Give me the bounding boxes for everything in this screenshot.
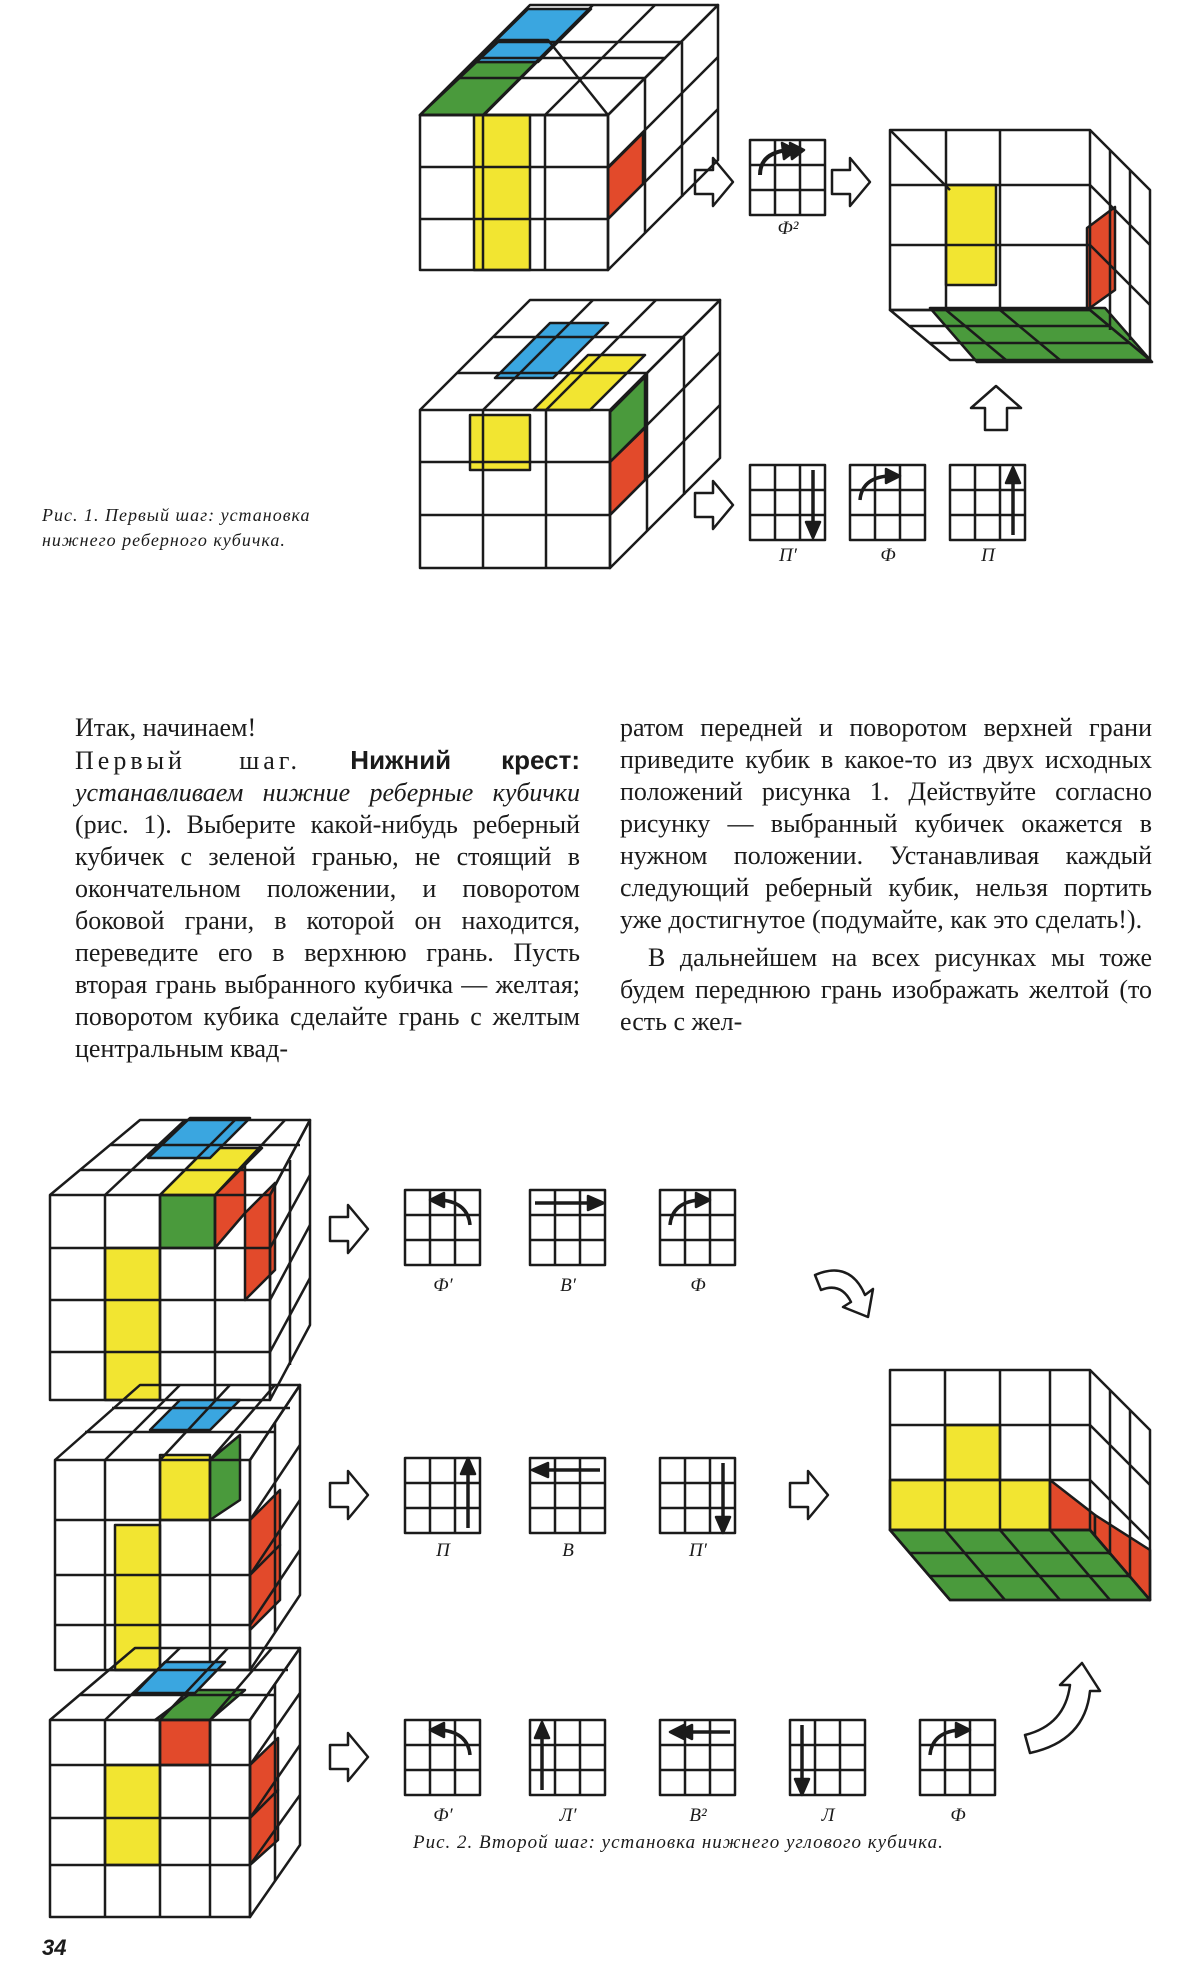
figure-1-caption: Рис. 1. Первый шаг: установка нижнего реберного кубичка. [42,505,311,550]
page-number: 34 [42,1935,67,1960]
paragraph: В дальнейшем на всех рисунках мы тоже будем переднюю грань изображать желтой (то есть с жел- [620,943,1152,1036]
move-diagram [530,1720,605,1795]
section-title: Нижний крест: [350,745,581,775]
move-label: П [436,1540,450,1561]
move-diagram [405,1190,480,1265]
process-arrow-icon [832,158,870,206]
move-label: Ф′ [433,1275,453,1296]
paragraph-body: (рис. 1). Выберите какой-нибудь реберный кубичек с зеленой гранью, не стоящий в окончательном положении, и поворотом боковой грани, в которой он находится, переведите его в верхнюю грань. Пусть вторая грань выбранного кубичка — желтая; поворотом кубика сделайте грань с желтым центральным квад- [75,810,580,1063]
move-diagram-f2 [750,140,825,215]
curved-arrow-icon [1025,1663,1100,1753]
move-label: Ф′ [433,1805,453,1826]
move-label: Л′ [559,1805,577,1826]
figure-2-caption: Рис. 2. Второй шаг: установка нижнего углового кубичка. [413,1832,944,1853]
result-cube-1 [890,130,1152,362]
result-cube-2 [890,1370,1150,1600]
cube-b [55,1385,300,1670]
move-diagram-f [850,465,925,540]
process-arrow-icon [330,1471,368,1519]
move-diagram [660,1720,735,1795]
process-arrow-icon [790,1471,828,1519]
section-subtitle: устанавливаем нижние реберные кубички [75,778,580,807]
paragraph: ратом передней и поворотом верхней грани приведите кубик в какое-то из двух исходных положений рисунка 1. Действуйте согласно рисунку — выбранный кубичек окажется в нужном положении. Устанавливая каждый следующий реберный кубик, нельзя портить уже достигнутое (подумайте, как это сделать!). [620,713,1152,934]
move-label: Ф [950,1805,966,1826]
move-diagram [530,1458,605,1533]
move-label: В² [689,1805,707,1826]
process-arrow-icon [695,158,733,206]
move-label: П [981,545,995,566]
move-label: В′ [560,1275,576,1296]
up-arrow-icon [971,386,1021,430]
curved-arrow-icon [815,1271,873,1318]
move-diagram [920,1720,995,1795]
move-diagram [530,1190,605,1265]
move-label: П′ [689,1540,707,1561]
process-arrow-icon [330,1205,368,1253]
text-column-2 [620,712,1152,1038]
cube-c [50,1648,300,1917]
move-label: Ф² [777,218,799,239]
move-diagram [405,1458,480,1533]
text-column-1 [75,712,580,1065]
cube-2 [420,300,720,568]
move-diagram [660,1190,735,1265]
cube-a [50,1118,310,1400]
move-diagram-p-prime [750,465,825,540]
move-diagram [660,1458,735,1533]
move-diagram [790,1720,865,1795]
move-label: Л [821,1805,835,1826]
process-arrow-icon [695,481,733,529]
move-label: Ф [880,545,896,566]
move-label: П′ [779,545,797,566]
intro-line: Итак, начинаем! [75,713,257,742]
step-label: Первый шаг. [75,746,302,775]
cube-1 [420,5,718,270]
move-label: Ф [690,1275,706,1296]
move-diagram-p [950,465,1025,540]
process-arrow-icon [330,1733,368,1781]
move-label: В [562,1540,574,1561]
move-diagram [405,1720,480,1795]
